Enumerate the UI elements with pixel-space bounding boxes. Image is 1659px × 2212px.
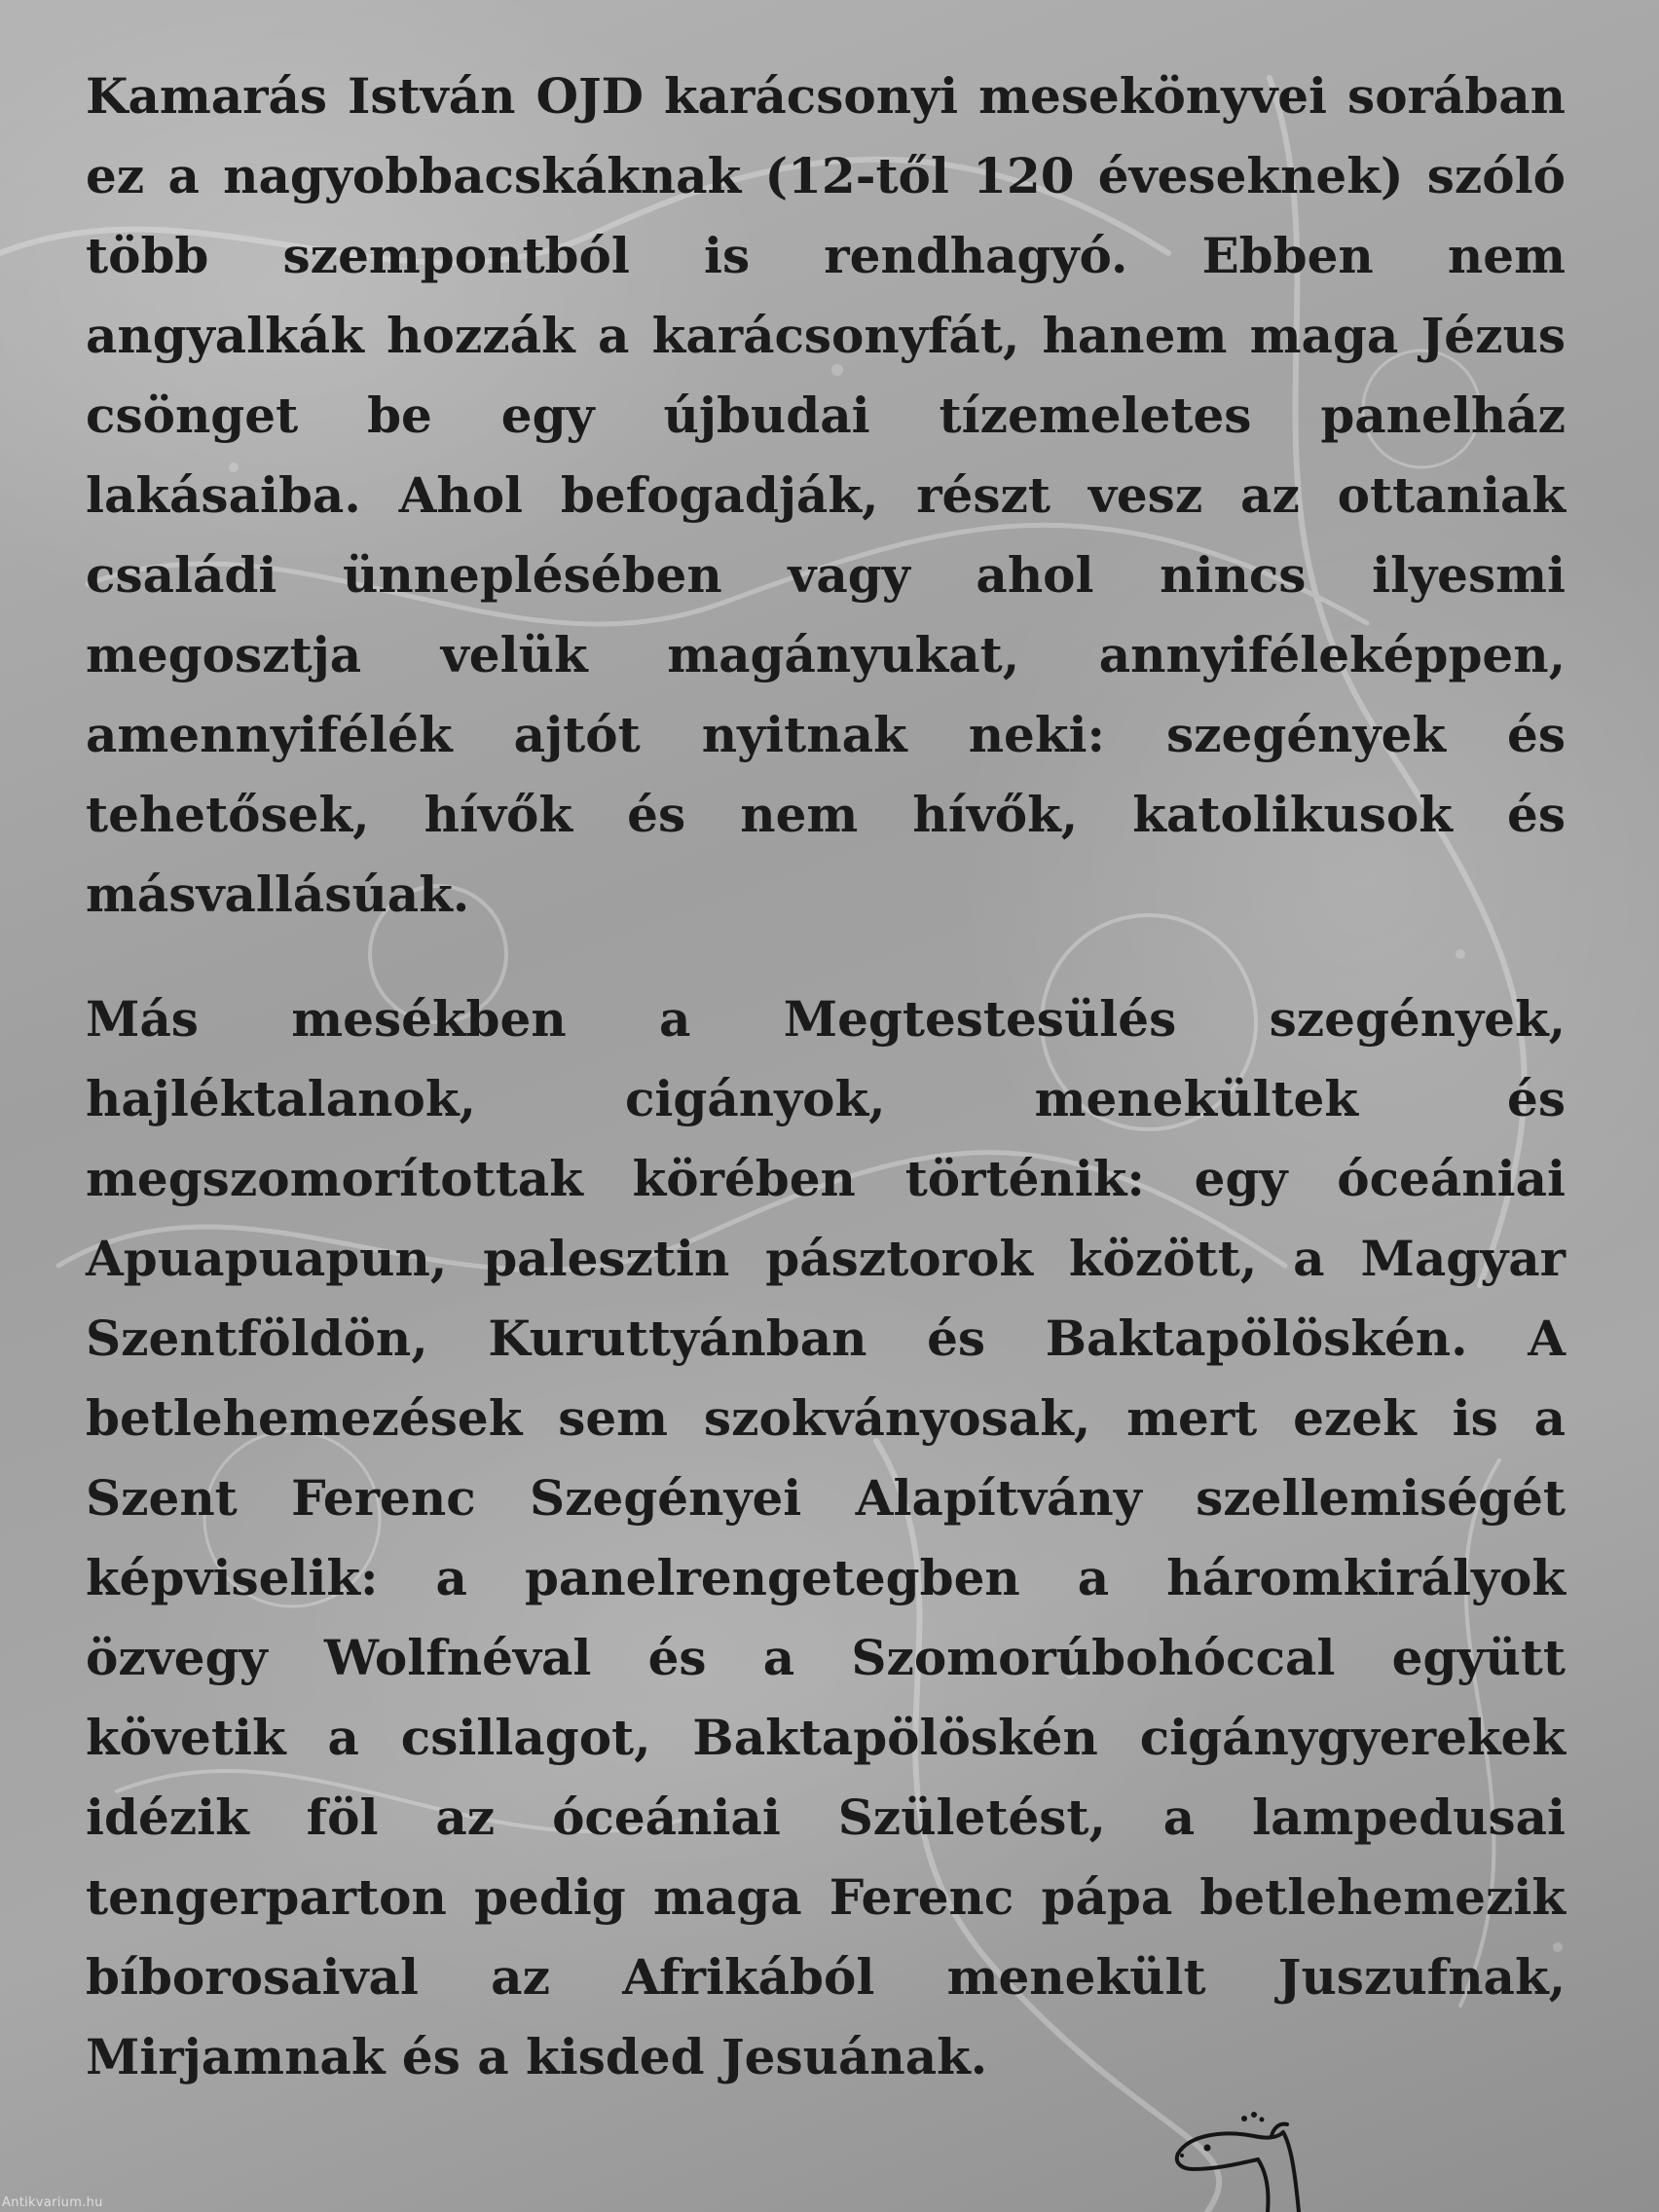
watermark: Antikvarium.hu — [2, 2195, 103, 2210]
blurb-paragraph-2: Más mesékben a Megtestesülés szegények, hajléktalanok, cigányok, menekültek és megszomorítottak körében történik: egy óceániai Apuapuapun, palesztin pásztorok között, a Magyar Szentföldön, Kuruttyánban és Baktapölöskén. A betlehemezések sem szokványosak, mert ezek is a Szent Ferenc Szegényei Alapítvány szellemiségét képviselik: a panelrengetegben a háromkirályok özvegy Wolfnéval és a Szomorúbohóccal együtt követik a csillagot, Baktapölöskén cigánygyerekek idézik föl az óceániai Születést, a lampedusai tengerparton pedig maga Ferenc pápa betlehemezik bíborosaival az Afrikából menekült Juszufnak, Mirjamnak és a kisded Jesuának. — [86, 990, 1566, 2085]
camel-head-icon — [1164, 2111, 1310, 2212]
blurb-paragraph-1: Kamarás István OJD karácsonyi mesekönyvei sorában ez a nagyobbacskáknak (12-től 120 éveseknek) szóló több szempontból is rendhagyó. Ebben nem angyalkák hozzák a karácsonyfát, hanem maga Jézus csönget be egy újbudai tízemeletes panelház lakásaiba. Ahol befogadják, részt vesz az ottaniak családi ünneplésében vagy ahol nincs ilyesmi megosztja velük magányukat, annyiféleképpen, amennyifélék ajtót nyitnak neki: szegények és tehetősek, hívők és nem hívők, katolikusok és másvallásúak. — [86, 67, 1566, 923]
blurb-text — [86, 56, 1566, 2097]
